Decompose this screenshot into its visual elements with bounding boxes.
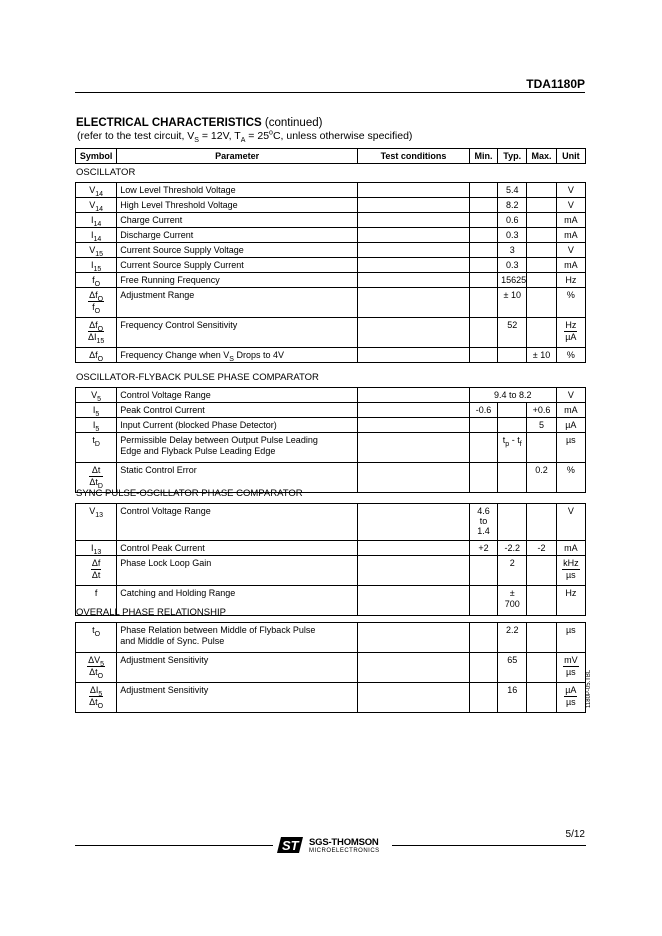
- table-row: $\frac{\Delta t}{\Delta t_D}$ Static Control Error 0.2 %: [76, 463, 586, 493]
- section-sync-comparator: SYNC PULSE-OSCILLATOR PHASE COMPARATOR: [76, 488, 303, 499]
- table-row: $V_{13}$ Control Voltage Range 4.6 to 1.4 V: [76, 504, 586, 541]
- section-title: ELECTRICAL CHARACTERISTICS (continued): [76, 117, 323, 129]
- table-row: $I_{14}$ Discharge Current 0.3 mA: [76, 228, 586, 243]
- table-row: $V_{15}$ Current Source Supply Voltage 3 V: [76, 243, 586, 258]
- st-logo-icon: [277, 835, 305, 855]
- col-min: Min.: [469, 149, 497, 164]
- col-unit: Unit: [556, 149, 585, 164]
- flyback-table: [75, 387, 586, 493]
- col-symbol: Symbol: [76, 149, 117, 164]
- table-row: $I_5$ Peak Control Current -0.6 +0.6 mA: [76, 403, 586, 418]
- svg-text:ST: ST: [282, 838, 299, 853]
- test-conditions-note: (refer to the test circuit, $V_S = 12V$, $T_A = 25^oC$, unless otherwise specified): [77, 129, 413, 145]
- table-row: $\frac{\Delta f_O}{\Delta I_{15}}$ Frequency Control Sensitivity 52 $\frac{Hz}{\text{µA}}$: [76, 318, 586, 348]
- footer-rule-right: [392, 845, 586, 846]
- table-row: $I_{14}$ Charge Current 0.6 mA: [76, 213, 586, 228]
- table-row: $\frac{\Delta f_O}{f_O}$ Adjustment Range ± 10 %: [76, 288, 586, 318]
- table-row: $\frac{\Delta I_5}{\Delta t_O}$ Adjustment Sensitivity 16 $\frac{\text{µA}}{\text{µs}}$: [76, 683, 586, 713]
- footer-rule-left: [75, 845, 273, 846]
- page-number: 5/12: [565, 829, 585, 840]
- section-overall-phase: OVERALL PHASE RELATIONSHIP: [76, 607, 226, 618]
- table-row: f Catching and Holding Range ± 700 Hz: [76, 586, 586, 616]
- table-row: $I_5$ Input Current (blocked Phase Detector) 5 µA: [76, 418, 586, 433]
- brand-name: SGS-THOMSON: [309, 837, 379, 848]
- section-oscillator: OSCILLATOR: [76, 167, 136, 178]
- overall-table: [75, 622, 586, 713]
- col-parameter: Parameter: [117, 149, 358, 164]
- section-flyback-comparator: OSCILLATOR-FLYBACK PULSE PHASE COMPARATOR: [76, 372, 319, 383]
- table-reference-code: 1180P-05.TBL: [586, 669, 592, 708]
- table-row: $I_{13}$ Control Peak Current +2 -2.2 -2 mA: [76, 541, 586, 556]
- table-row: $V_{14}$ High Level Threshold Voltage 8.2 V: [76, 198, 586, 213]
- sync-table: [75, 503, 586, 616]
- column-header-table: [75, 148, 586, 164]
- oscillator-table: [75, 182, 586, 363]
- table-row: $f_O$ Free Running Frequency 15625 Hz: [76, 273, 586, 288]
- table-row: $I_{15}$ Current Source Supply Current 0.3 mA: [76, 258, 586, 273]
- table-row: $t_D$ Permissible Delay between Output Pulse Leading Edge and Flyback Pulse Leading Edge $t_p - t_f$ µs: [76, 433, 586, 463]
- table-row: $\frac{\Delta V_5}{\Delta t_O}$ Adjustment Sensitivity 65 $\frac{mV}{\text{µs}}$: [76, 653, 586, 683]
- col-typ: Typ.: [498, 149, 527, 164]
- table-row: $V_{14}$ Low Level Threshold Voltage 5.4 V: [76, 183, 586, 198]
- table-row: $t_O$ Phase Relation between Middle of Flyback Pulse and Middle of Sync. Pulse 2.2 µs: [76, 623, 586, 653]
- brand-logo: [277, 835, 387, 857]
- part-number: TDA1180P: [526, 77, 585, 91]
- header-rule: [75, 92, 585, 93]
- table-row: $\Delta f_O$ Frequency Change when $V_S$ Drops to 4V ± 10 %: [76, 348, 586, 363]
- table-row: $V_5$ Control Voltage Range 9.4 to 8.2 V: [76, 388, 586, 403]
- col-test-conditions: Test conditions: [358, 149, 470, 164]
- table-row: $\frac{\Delta f}{\Delta t}$ Phase Lock Loop Gain 2 $\frac{\text{kHz}}{\text{µs}}$: [76, 556, 586, 586]
- col-max: Max.: [527, 149, 556, 164]
- brand-subtitle: MICROELECTRONICS: [309, 848, 380, 854]
